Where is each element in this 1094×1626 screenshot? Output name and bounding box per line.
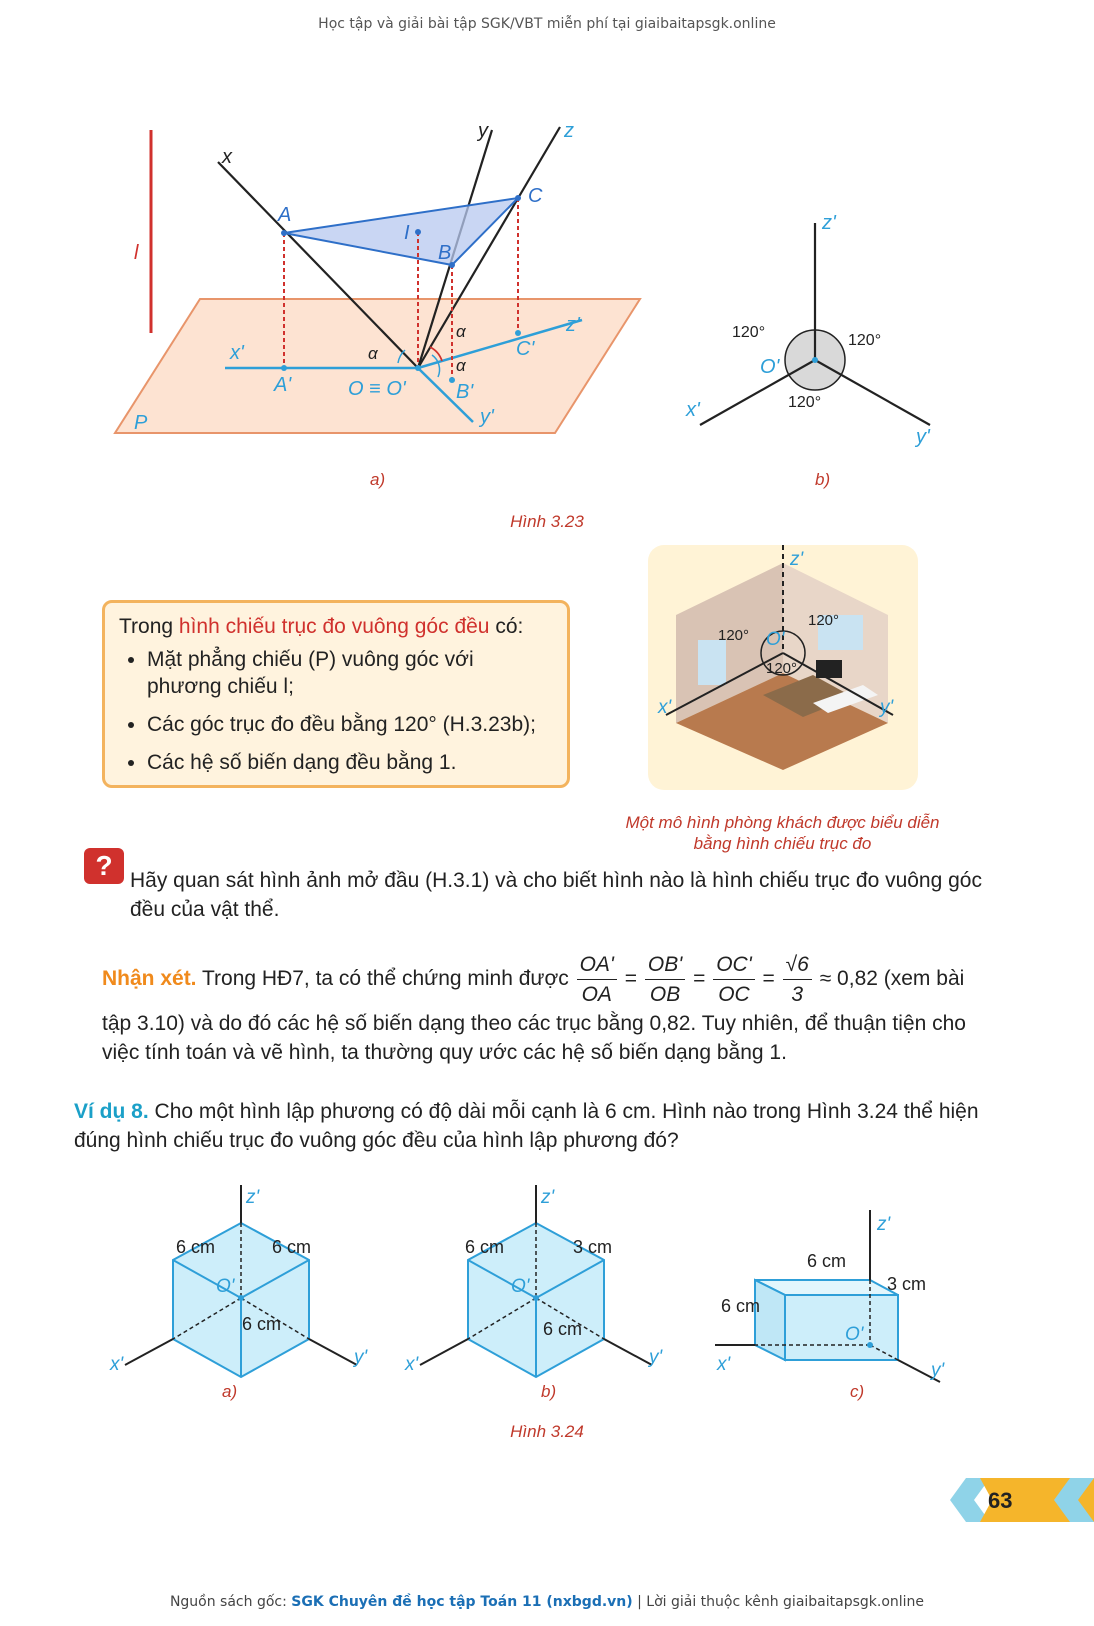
- room-label-z-prime: z': [790, 549, 804, 570]
- b-label-origin: O': [760, 356, 780, 378]
- callout-item: • Các hệ số biến dạng đều bằng 1.: [147, 749, 553, 776]
- c-label-y-prime: y': [931, 1360, 945, 1381]
- b-label-y-prime: y': [916, 426, 930, 448]
- figure-3-24a: [100, 1185, 400, 1395]
- c-dim-3: 6 cm: [721, 1296, 761, 1316]
- room-label-origin: O': [766, 629, 785, 650]
- label-c: C: [528, 185, 543, 207]
- label-a-prime: A': [274, 374, 292, 396]
- label-z-prime: z': [566, 314, 580, 336]
- page-number: 63: [988, 1488, 1013, 1513]
- figure-3-23b: [670, 205, 960, 455]
- remark-paragraph: Nhận xét. Trong HĐ7, ta có thể chứng minh được $\frac{OA'}{OA}$ = $\frac{OB'}{OB}$ = $\frac{OC'}{OC}$ = $\frac{√6}{3}$ ≈ 0,82 (xem bài tập 3.10) và do đó các hệ số biến dạng theo các trục bằng 0,82. Tuy nhiên, để thuận tiện cho việc tính toán và vẽ hình, ta thường quy ước các hệ số biến dạng bằng 1.: [102, 950, 990, 1067]
- label-l: l: [134, 242, 139, 264]
- example-paragraph: Ví dụ 8. Cho một hình lập phương có độ dài mỗi cạnh là 6 cm. Hình nào trong Hình 3.24 thể hiện đúng hình chiếu trục đo vuông góc đều của hình lập phương đó?: [74, 1100, 979, 1152]
- label-alpha-1: α: [368, 344, 378, 363]
- room-angle-2: 120°: [808, 612, 840, 629]
- c-dim-1: 6 cm: [807, 1251, 847, 1271]
- a-label-y-prime: y': [354, 1347, 368, 1368]
- room-label-y-prime: y': [880, 697, 894, 718]
- callout-item: • Mặt phẳng chiếu (P) vuông góc với phương chiếu l;: [147, 646, 553, 700]
- b-angle-2: 120°: [848, 332, 882, 349]
- page-number-ribbon: [950, 1478, 1094, 1522]
- page-footer: Nguồn sách gốc: SGK Chuyên đề học tập Toán 11 (nxbgd.vn) | Lời giải thuộc kênh giaibaitapsgk.online: [169, 1594, 925, 1610]
- b-label-x-prime: x': [405, 1354, 419, 1375]
- figure-3-23a: [100, 115, 660, 455]
- callout-intro: Trong hình chiếu trục đo vuông góc đều có:: [119, 615, 524, 638]
- label-plane-p: P: [134, 412, 148, 434]
- question-icon: ?: [84, 848, 124, 884]
- fig324-b-label: b): [541, 1382, 557, 1401]
- label-z: z: [564, 120, 574, 142]
- room-caption: Một mô hình phòng khách được biểu diễn bằng hình chiếu trục đo: [625, 813, 940, 853]
- fig323-b-label: b): [815, 470, 831, 489]
- fig324-caption: Hình 3.24: [510, 1422, 584, 1441]
- example-title: Ví dụ 8.: [74, 1100, 149, 1123]
- a-label-origin: O': [216, 1276, 235, 1297]
- a-label-z-prime: z': [246, 1187, 260, 1208]
- triangle-abc: [284, 198, 518, 265]
- b-label-z-prime: z': [541, 1187, 555, 1208]
- b-angle-3: 120°: [788, 394, 822, 411]
- label-y-prime: y': [480, 406, 494, 428]
- label-alpha-2: α: [456, 322, 466, 341]
- a-label-x-prime: x': [110, 1354, 124, 1375]
- b-angle-1: 120°: [732, 324, 766, 341]
- label-x-prime: x': [230, 342, 244, 364]
- label-b-prime: B': [456, 381, 474, 403]
- b-label-y-prime: y': [649, 1347, 663, 1368]
- c-label-origin: O': [845, 1324, 864, 1345]
- b-dim-3: 6 cm: [543, 1319, 583, 1339]
- fig323-a-label: a): [370, 470, 386, 489]
- room-angle-3: 120°: [766, 660, 798, 677]
- label-x: x: [222, 146, 232, 168]
- question-text: Hãy quan sát hình ảnh mở đầu (H.3.1) và cho biết hình nào là hình chiếu trục đo vuông góc đều của vật thể.: [130, 869, 982, 921]
- b-dim-2: 3 cm: [573, 1237, 613, 1257]
- living-room-illustration: [648, 545, 918, 790]
- fig324-a-label: a): [222, 1382, 238, 1401]
- label-b: B: [438, 242, 452, 264]
- label-a: A: [278, 204, 292, 226]
- plane-p: [115, 299, 640, 433]
- b-label-z-prime: z': [822, 212, 836, 234]
- b-label-origin: O': [511, 1276, 530, 1297]
- definition-callout: [102, 600, 570, 788]
- b-label-x-prime: x': [686, 399, 700, 421]
- fig324-c-label: c): [850, 1382, 865, 1401]
- page-header: Học tập và giải bài tập SGK/VBT miễn phí tại giaibaitapsgk.online: [318, 16, 776, 32]
- room-label-x-prime: x': [658, 697, 672, 718]
- c-dim-2: 3 cm: [887, 1274, 927, 1294]
- a-dim-1: 6 cm: [176, 1237, 216, 1257]
- label-origin: O ≡ O': [348, 378, 406, 400]
- label-alpha-3: α: [456, 356, 466, 375]
- figure-3-24b: [395, 1185, 695, 1395]
- label-c-prime: C': [516, 338, 535, 360]
- label-y: y: [478, 120, 488, 142]
- label-i: I: [404, 222, 410, 244]
- figure-3-24c: [715, 1210, 995, 1395]
- c-label-z-prime: z': [877, 1214, 891, 1235]
- a-dim-3: 6 cm: [242, 1314, 282, 1334]
- room-angle-1: 120°: [718, 627, 750, 644]
- callout-item: • Các góc trục đo đều bằng 120° (H.3.23b);: [147, 711, 553, 738]
- a-dim-2: 6 cm: [272, 1237, 312, 1257]
- fig323-caption: Hình 3.23: [510, 512, 584, 531]
- c-label-x-prime: x': [717, 1354, 731, 1375]
- b-dim-1: 6 cm: [465, 1237, 505, 1257]
